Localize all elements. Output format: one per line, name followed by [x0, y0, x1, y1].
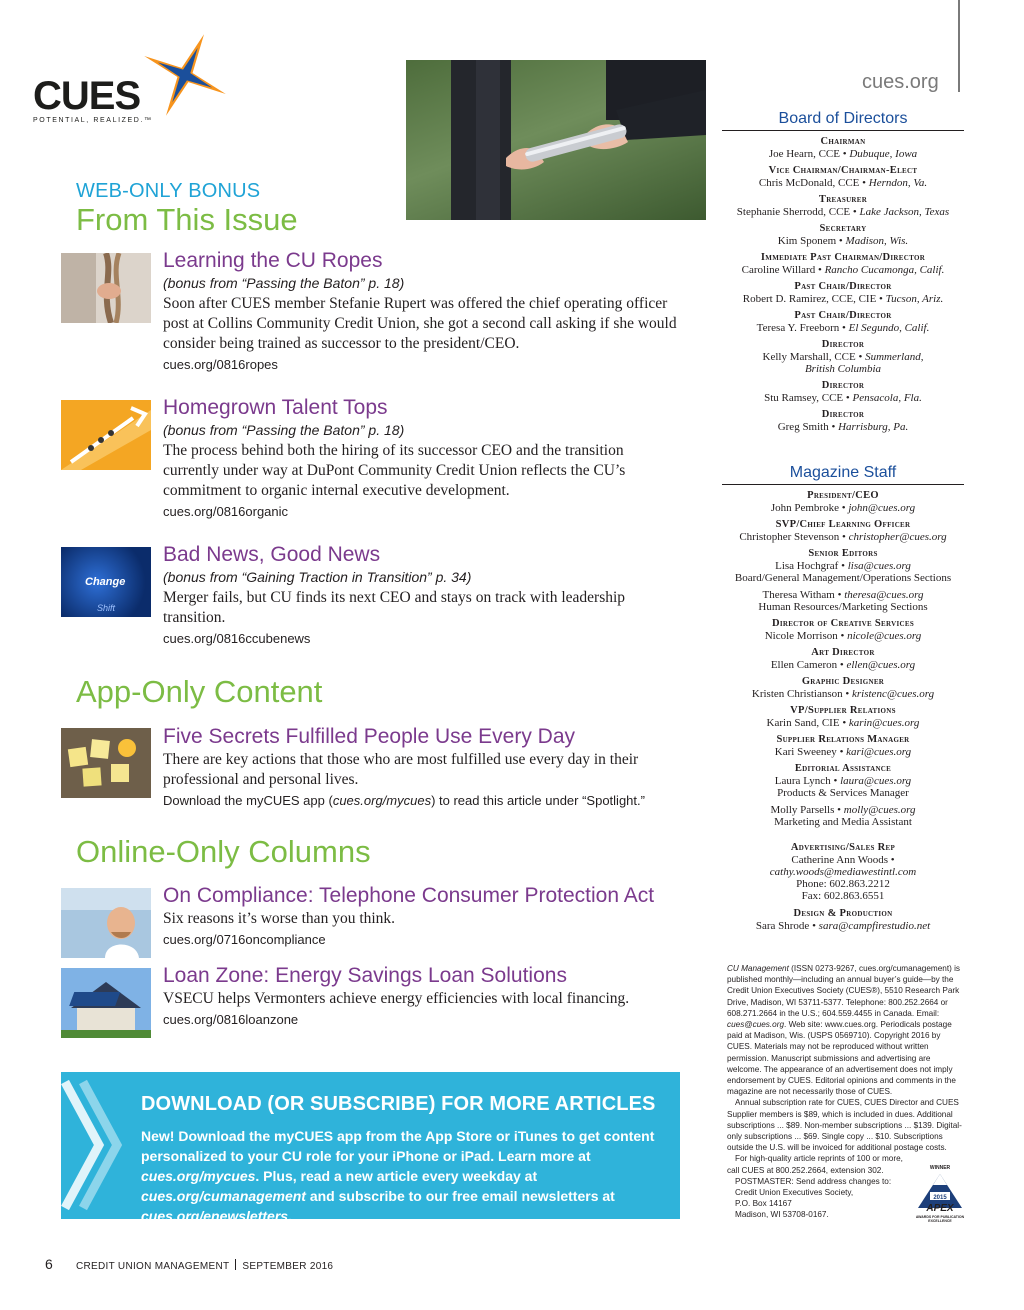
article-body: There are key actions that those who are most fulfilled use every day in their professional and personal lives.: [163, 751, 639, 788]
award-winner: WINNER: [929, 1165, 951, 1171]
article-title[interactable]: Learning the CU Ropes: [163, 249, 383, 272]
advertising-contact: [722, 842, 964, 902]
role-title: Past Chair/Director: [794, 281, 892, 292]
staff-member: [722, 804, 964, 828]
person-name: Lisa Hochgraf: [775, 560, 839, 572]
person-location: Summerland,: [865, 351, 924, 363]
logo-tagline: POTENTIAL, REALIZED.™: [33, 117, 153, 124]
star-icon: [140, 30, 230, 120]
person-name: Stephanie Sherrodd, CCE: [736, 206, 851, 218]
fine-postmaster: POSTMASTER: Send address changes to:: [735, 1176, 892, 1186]
person-email[interactable]: nicole@cues.org: [847, 630, 922, 642]
role-title: Treasurer: [818, 194, 868, 205]
person-line: John Pembroke • john@cues.org: [770, 502, 916, 514]
app-note-url[interactable]: cues.org/mycues: [332, 793, 432, 808]
person-line: Chris McDonald, CCE • Herndon, Va.: [758, 177, 928, 189]
person-name: Molly Parsells: [770, 804, 835, 816]
person-email[interactable]: john@cues.org: [848, 502, 916, 514]
logo-wordmark: CUES: [33, 74, 141, 118]
article-title[interactable]: On Compliance: Telephone Consumer Protection Act: [163, 884, 655, 907]
article-link[interactable]: cues.org/0816ropes: [163, 357, 278, 372]
fine-subscription: Annual subscription rate for CUES, CUES Director and CUES Supplier members is $89, which is included in dues. Additional subscriptions ... $89. Non-member subscriptions ... $139. Digital-only subscriptions ... $69. Single copy ... $10. Subscriptions outside the U.S. will be invoiced for additional postage costs.: [727, 1098, 962, 1153]
role-title: President/CEO: [807, 490, 879, 501]
person-name: Joe Hearn, CCE: [768, 148, 840, 160]
header-divider: [958, 0, 960, 92]
person-email[interactable]: theresa@cues.org: [844, 589, 924, 601]
person-name: Karin Sand, CIE: [766, 717, 840, 729]
person-location: Madison, Wis.: [845, 235, 909, 247]
article-subtitle: (bonus from “Passing the Baton” p. 18): [163, 275, 405, 291]
advertising-name: Catherine Ann Woods •: [791, 854, 895, 866]
article-thumbnail-loanzone: [61, 968, 151, 1038]
person-line: Kari Sweeney • kari@cues.org: [774, 746, 912, 758]
advertising-role: Advertising/Sales Rep: [790, 842, 896, 853]
person-line: Stephanie Sherrodd, CCE • Lake Jackson, Texas: [736, 206, 950, 218]
hero-image: [406, 60, 706, 220]
staff-list: [722, 490, 964, 828]
role-title: Senior Editors: [808, 548, 878, 559]
person-name: Robert D. Ramirez, CCE, CIE: [742, 293, 877, 305]
article-body: The process behind both the hiring of its successor CEO and the transition currently under way at DuPont Community Credit Union reflects the CU’s commitment to organic internal executive development.: [163, 442, 626, 499]
person-location: Pensacola, Fla.: [852, 392, 922, 404]
chevron-right-icon: [61, 1072, 131, 1219]
banner-body: [141, 1126, 661, 1226]
advertising-fax: Fax: 602.863.6551: [801, 890, 885, 902]
article-body: VSECU helps Vermonters achieve energy efficiencies with local financing.: [163, 990, 630, 1007]
role-title: Art Director: [811, 647, 875, 658]
person-line: Kelly Marshall, CCE • Summerland,: [762, 351, 924, 363]
person-note: Marketing and Media Assistant: [774, 816, 912, 828]
person-location: Tucson, Ariz.: [885, 293, 944, 305]
person-name: Ellen Cameron: [770, 659, 838, 671]
app-note-pre: Download the myCUES app (: [163, 793, 333, 808]
person-line: Stu Ramsey, CCE • Pensacola, Fla.: [764, 392, 922, 404]
article-link[interactable]: cues.org/0716oncompliance: [163, 932, 326, 947]
staff-member: [722, 647, 964, 671]
staff-member: [722, 705, 964, 729]
person-name: Chris McDonald, CCE: [758, 177, 860, 189]
person-line: Theresa Witham • theresa@cues.org: [762, 589, 924, 601]
staff-member: [722, 734, 964, 758]
role-title: Past Chair/Director: [794, 310, 892, 321]
issue-date: SEPTEMBER 2016: [242, 1261, 334, 1272]
role-title: Director of Creative Services: [771, 618, 915, 629]
fine-address-2: P.O. Box 14167: [735, 1199, 792, 1209]
person-location: Harrisburg, Pa.: [838, 421, 909, 433]
page-number: 6: [45, 1256, 53, 1272]
person-email[interactable]: kari@cues.org: [846, 746, 912, 758]
article-title[interactable]: Five Secrets Fulfilled People Use Every Day: [163, 725, 575, 748]
banner-text: and subscribe to our free email newsletters at: [305, 1188, 615, 1204]
person-location: Lake Jackson, Texas: [859, 206, 950, 218]
person-email[interactable]: laura@cues.org: [840, 775, 912, 787]
advertising-email[interactable]: cathy.woods@mediawestintl.com: [769, 866, 917, 878]
person-line: Molly Parsells • molly@cues.org: [770, 804, 916, 816]
page-footer: [76, 1259, 333, 1272]
apex-award-badge: [914, 1165, 966, 1225]
article-thumbnail-talent: [61, 400, 151, 470]
baton-handoff-image: [406, 60, 706, 220]
person-email[interactable]: ellen@cues.org: [846, 659, 916, 671]
person-name: Nicole Morrison: [764, 630, 838, 642]
staff-member: [722, 548, 964, 584]
person-name: Kristen Christianson: [751, 688, 843, 700]
magazine-staff: [722, 464, 964, 932]
person-note: Human Resources/Marketing Sections: [758, 601, 928, 613]
thumb-word-change: Change: [85, 576, 126, 588]
design-role: Design & Production: [793, 908, 893, 919]
person-location: Rancho Cucamonga, Calif.: [824, 264, 945, 276]
design-name: Sara Shrode: [755, 920, 810, 932]
person-name: Laura Lynch: [774, 775, 831, 787]
person-location: Herndon, Va.: [868, 177, 928, 189]
staff-heading: Magazine Staff: [722, 464, 964, 485]
section-online-only: Online-Only Columns: [76, 834, 371, 869]
person-line: Christopher Stevenson • christopher@cues.org: [739, 531, 947, 543]
staff-member: [722, 519, 964, 543]
person-name: Kelly Marshall, CCE: [762, 351, 856, 363]
download-banner[interactable]: [61, 1072, 680, 1224]
person-name: Theresa Witham: [762, 589, 835, 601]
article-body: Merger fails, but CU finds its next CEO and stays on track with leadership transition.: [163, 589, 626, 626]
fine-reprints: For high-quality article reprints of 100 or more, call CUES at 800.252.2664, extension 302.: [727, 1154, 903, 1175]
banner-link-cumanagement[interactable]: cues.org/cumanagement: [141, 1188, 306, 1204]
fine-email[interactable]: cues@cues.org: [727, 1020, 785, 1030]
banner-text: . Plus, read a new article every weekday at: [255, 1168, 538, 1184]
article-link[interactable]: cues.org/0816organic: [163, 504, 289, 519]
person-line: Nicole Morrison • nicole@cues.org: [764, 630, 922, 642]
fine-text: (ISSN 0273-9267, cues.org/cumanagement) is published monthly—including an annual buyer’s guide—by the Credit Union Executives Society (CUES®), 5510 Research Park Drive, Madison, WI 53711-5377. Telephone: 800.252.2664 or 608.271.2664 in the U.S.; 604.559.4455 in Canada. Email:: [727, 964, 961, 1018]
person-location-line2: [722, 363, 964, 375]
board-member: [722, 380, 964, 404]
board-member: [722, 136, 964, 160]
role-title: Chairman: [820, 136, 866, 147]
person-email[interactable]: kristenc@cues.org: [852, 688, 935, 700]
article-title[interactable]: Loan Zone: Energy Savings Loan Solutions: [163, 964, 567, 987]
person-name: Kim Sponem: [777, 235, 837, 247]
role-title: Secretary: [819, 223, 867, 234]
role-title: Director: [821, 380, 865, 391]
staff-member: [722, 676, 964, 700]
article-body: Soon after CUES member Stefanie Rupert was offered the chief operating officer post at Collins Community Credit Union, she got a second call asking if she would consider being trained as successor to the president/CEO.: [163, 295, 677, 352]
article-title[interactable]: Bad News, Good News: [163, 543, 381, 566]
role-title: Director: [821, 339, 865, 350]
person-line: Ellen Cameron • ellen@cues.org: [770, 659, 916, 671]
role-title: Editorial Assistance: [794, 763, 892, 774]
role-title: Immediate Past Chairman/Director: [760, 252, 926, 263]
article-body: Six reasons it’s worse than you think.: [163, 910, 396, 927]
web-only-bonus-label: WEB-ONLY BONUS: [76, 180, 261, 202]
banner-heading: DOWNLOAD (OR SUBSCRIBE) FOR MORE ARTICLES: [141, 1093, 656, 1115]
app-note-post: ) to read this article under “Spotlight.”: [431, 793, 645, 808]
person-name: John Pembroke: [770, 502, 839, 514]
article-thumbnail-ropes: [61, 253, 151, 323]
person-note: Board/General Management/Operations Sections: [734, 572, 952, 584]
person-line: Kim Sponem • Madison, Wis.: [777, 235, 909, 247]
person-line: Robert D. Ramirez, CCE, CIE • Tucson, Ariz.: [742, 293, 944, 305]
fine-address-3: Madison, WI 53708-0167.: [735, 1210, 829, 1220]
staff-member: [722, 618, 964, 642]
board-member: [722, 310, 964, 334]
advertising-phone: Phone: 602.863.2212: [796, 878, 890, 890]
publication-name: CREDIT UNION MANAGEMENT: [76, 1261, 230, 1272]
person-note: Products & Services Manager: [777, 787, 909, 799]
article-thumbnail-secrets: [61, 728, 151, 798]
staff-member: [722, 763, 964, 799]
person-email[interactable]: christopher@cues.org: [848, 531, 947, 543]
article-thumbnail-compliance: [61, 888, 151, 958]
article-subtitle: (bonus from “Passing the Baton” p. 18): [163, 422, 405, 438]
award-label: APEX: [926, 1203, 954, 1214]
person-line: Joe Hearn, CCE • Dubuque, Iowa: [768, 148, 918, 160]
article-title[interactable]: Homegrown Talent Tops: [163, 396, 388, 419]
section-from-this-issue: From This Issue: [76, 202, 298, 237]
person-line: Teresa Y. Freeborn • El Segundo, Calif.: [756, 322, 930, 334]
person-location: British Columbia: [804, 363, 882, 375]
design-email[interactable]: sara@campfirestudio.net: [818, 920, 931, 932]
staff-member: [722, 589, 964, 613]
banner-link-mycues[interactable]: cues.org/mycues: [141, 1168, 256, 1184]
person-email[interactable]: lisa@cues.org: [847, 560, 911, 572]
thumb-word-shift: Shift: [97, 603, 116, 613]
person-line: Laura Lynch • laura@cues.org: [774, 775, 912, 787]
board-member: [722, 281, 964, 305]
fine-address-1: Credit Union Executives Society,: [735, 1188, 854, 1198]
board-member: [722, 409, 964, 433]
design-contact: Design & Production Sara Shrode • sara@campfirestudio.net: [722, 908, 964, 932]
person-name: Caroline Willard: [741, 264, 816, 276]
role-title: SVP/Chief Learning Officer: [775, 519, 911, 530]
person-line: Greg Smith • Harrisburg, Pa.: [777, 421, 909, 433]
role-title: Supplier Relations Manager: [776, 734, 910, 745]
person-line: Karin Sand, CIE • karin@cues.org: [766, 717, 920, 729]
person-name: Kari Sweeney: [774, 746, 837, 758]
section-app-only: App-Only Content: [76, 674, 323, 709]
award-year: 2015: [933, 1195, 947, 1201]
board-heading: Board of Directors: [722, 110, 964, 131]
article-link[interactable]: cues.org/0816ccubenews: [163, 631, 311, 646]
article-thumbnail-change: [61, 547, 151, 617]
article-link[interactable]: cues.org/0816loanzone: [163, 1012, 299, 1027]
role-title: VP/Supplier Relations: [790, 705, 896, 716]
person-line: Lisa Hochgraf • lisa@cues.org: [775, 560, 911, 572]
person-name: Greg Smith: [777, 421, 829, 433]
person-email[interactable]: karin@cues.org: [848, 717, 920, 729]
fine-text: . Web site: www.cues.org. Periodicals postage paid at Madison, Wis. (USPS 0569710). Copyright 2016 by CUES. Materials may not be reproduced without written permission. Manuscript submissions and advertising are welcome. The appearance of an advertisement does not imply endorsement by CUES. Editorial opinions and comments in the magazine are not necessarily those of CUES.: [727, 1020, 956, 1097]
site-url[interactable]: cues.org: [862, 71, 939, 93]
person-line: Kristen Christianson • kristenc@cues.org: [751, 688, 935, 700]
board-of-directors: [722, 110, 964, 433]
staff-member: [722, 490, 964, 514]
role-title: Vice Chairman/Chairman-Elect: [768, 165, 918, 176]
banner-text: New! Download the myCUES app from the App Store or iTunes to get content personalized to your CU role for your iPhone or iPad. Learn more at: [141, 1128, 655, 1164]
board-member: [722, 223, 964, 247]
role-title: Graphic Designer: [801, 676, 885, 687]
person-email[interactable]: molly@cues.org: [843, 804, 916, 816]
board-member: [722, 165, 964, 189]
board-member: [722, 252, 964, 276]
person-location: Dubuque, Iowa: [849, 148, 918, 160]
fine-pub-name: CU Management: [727, 964, 789, 973]
board-list: [722, 136, 964, 433]
person-name: Teresa Y. Freeborn: [756, 322, 840, 334]
article-app-note[interactable]: [163, 793, 645, 808]
person-name: Stu Ramsey, CCE: [764, 392, 844, 404]
article-subtitle: (bonus from “Gaining Traction in Transition” p. 34): [163, 569, 472, 585]
board-member: [722, 194, 964, 218]
role-title: Director: [821, 409, 865, 420]
footer-separator: [235, 1259, 236, 1270]
cues-logo[interactable]: [30, 30, 230, 130]
banner-text: .: [288, 1208, 292, 1224]
banner-link-enewsletters[interactable]: cues.org/enewsletters: [141, 1208, 289, 1224]
person-name: Christopher Stevenson: [739, 531, 840, 543]
person-line: Caroline Willard • Rancho Cucamonga, Calif.: [741, 264, 945, 276]
board-member: [722, 339, 964, 375]
award-sub: AWARDS FOR PUBLICATION EXCELLENCE: [915, 1215, 965, 1223]
person-location: El Segundo, Calif.: [848, 322, 930, 334]
